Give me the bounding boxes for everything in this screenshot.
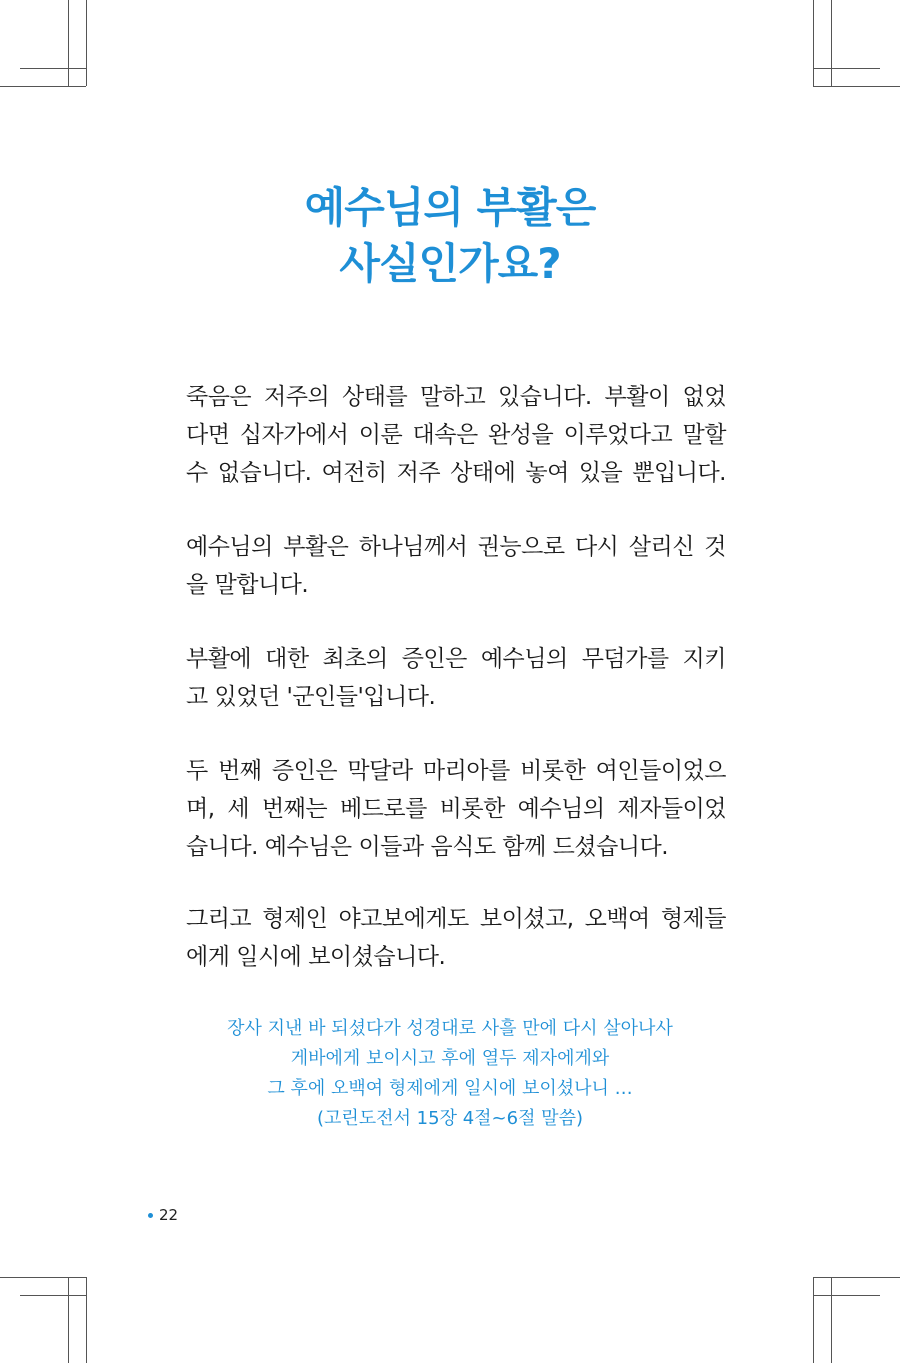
crop-mark bbox=[68, 0, 69, 86]
paragraph-line: 예수님의 부활은 하나님께서 권능으로 다시 살리신 것 bbox=[186, 534, 726, 560]
quote-reference: (고린도전서 15장 4절~6절 말씀) bbox=[317, 1108, 583, 1129]
crop-mark bbox=[20, 68, 86, 69]
page-number bbox=[148, 1206, 178, 1224]
paragraph-line: 그리고 형제인 야고보에게도 보이셨고, 오백여 형제들 bbox=[186, 906, 726, 932]
page-title-line-1: 예수님의 부활은 bbox=[304, 183, 596, 232]
paragraph bbox=[186, 752, 726, 866]
paragraph bbox=[186, 640, 726, 716]
crop-mark bbox=[813, 1277, 900, 1278]
crop-mark bbox=[813, 68, 880, 69]
crop-mark bbox=[831, 1277, 832, 1363]
paragraph-line: 에게 일시에 보이셨습니다. bbox=[186, 944, 446, 970]
paragraph-line: 두 번째 증인은 막달라 마리아를 비롯한 여인들이었으 bbox=[186, 758, 726, 784]
paragraph bbox=[186, 378, 726, 492]
crop-mark bbox=[68, 1277, 69, 1363]
bullet-icon bbox=[148, 1213, 153, 1218]
paragraph-line: 을 말합니다. bbox=[186, 572, 309, 598]
paragraph bbox=[186, 528, 726, 604]
crop-mark bbox=[813, 86, 900, 87]
paragraph-line: 수 없습니다. 여전히 저주 상태에 놓여 있을 뿐입니다. bbox=[186, 460, 726, 486]
paragraph bbox=[186, 900, 726, 976]
crop-mark bbox=[20, 1295, 86, 1296]
paragraph-line: 부활에 대한 최초의 증인은 예수님의 무덤가를 지키 bbox=[186, 646, 726, 672]
crop-mark bbox=[831, 0, 832, 86]
paragraph-line: 다면 십자가에서 이룬 대속은 완성을 이루었다고 말할 bbox=[186, 422, 726, 448]
quote-line: 게바에게 보이시고 후에 열두 제자에게와 bbox=[290, 1048, 610, 1069]
crop-mark bbox=[0, 1277, 86, 1278]
crop-mark bbox=[813, 1295, 880, 1296]
paragraph-line: 고 있었던 '군인들'입니다. bbox=[186, 684, 436, 710]
crop-mark bbox=[813, 1277, 814, 1363]
crop-mark bbox=[0, 86, 86, 87]
paragraph-line: 죽음은 저주의 상태를 말하고 있습니다. 부활이 없었 bbox=[186, 384, 726, 410]
crop-mark bbox=[813, 0, 814, 86]
page-title-line-2: 사실인가요? bbox=[339, 239, 561, 288]
scripture-quote bbox=[0, 1014, 900, 1134]
crop-mark bbox=[86, 1277, 87, 1363]
paragraph-line: 습니다. 예수님은 이들과 음식도 함께 드셨습니다. bbox=[186, 834, 669, 860]
page-number-text: 22 bbox=[159, 1206, 179, 1224]
paragraph-line: 며, 세 번째는 베드로를 비롯한 예수님의 제자들이었 bbox=[186, 796, 726, 822]
crop-mark bbox=[86, 0, 87, 86]
quote-line: 그 후에 오백여 형제에게 일시에 보이셨나니 … bbox=[267, 1078, 633, 1099]
quote-line: 장사 지낸 바 되셨다가 성경대로 사흘 만에 다시 살아나사 bbox=[227, 1018, 673, 1039]
